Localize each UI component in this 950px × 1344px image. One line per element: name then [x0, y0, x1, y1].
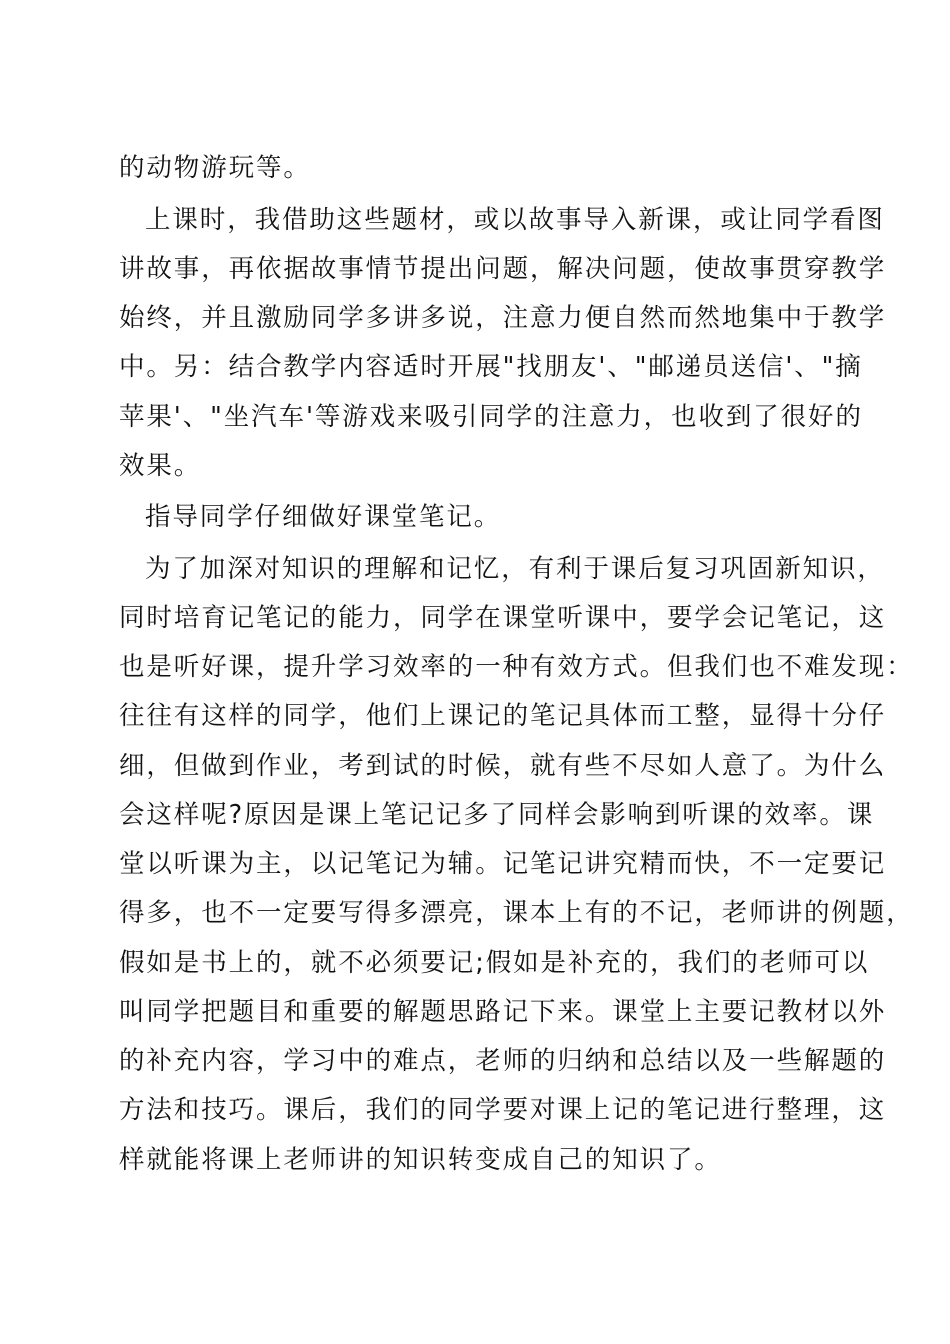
text-line: 中。另：结合教学内容适时开展"找朋友'、"邮递员送信'、"摘 — [119, 352, 863, 382]
text-line: 同时培育记笔记的能力，同学在课堂听课中，要学会记笔记，这 — [119, 603, 887, 633]
text-line: 也是听好课，提升学习效率的一种有效方式。但我们也不难发现： — [119, 652, 914, 682]
paragraph-start-line: 上课时，我借助这些题材，或以故事导入新课，或让同学看图 — [145, 205, 885, 235]
section-heading: 指导同学仔细做好课堂笔记。 — [145, 502, 502, 532]
text-line: 得多，也不一定要写得多漂亮，课本上有的不记，老师讲的例题， — [119, 898, 914, 928]
text-line: 方法和技巧。课后，我们的同学要对课上记的笔记进行整理，这 — [119, 1095, 887, 1125]
text-line: 的动物游玩等。 — [119, 153, 311, 183]
text-line: 效果。 — [119, 451, 202, 481]
text-line: 堂以听课为主，以记笔记为辅。记笔记讲究精而快，不一定要记 — [119, 849, 887, 879]
text-line: 始终，并且激励同学多讲多说，注意力便自然而然地集中于教学 — [119, 303, 887, 333]
text-line: 细，但做到作业，考到试的时候，就有些不尽如人意了。为什么 — [119, 751, 887, 781]
paragraph-start-line: 为了加深对知识的理解和记忆，有利于课后复习巩固新知识， — [145, 554, 885, 584]
text-line: 往往有这样的同学，他们上课记的笔记具体而工整，显得十分仔 — [119, 701, 887, 731]
text-line: 苹果'、"坐汽车'等游戏来吸引同学的注意力，也收到了很好的 — [119, 402, 863, 432]
text-line: 样就能将课上老师讲的知识转变成自己的知识了。 — [119, 1145, 722, 1175]
text-line: 讲故事，再依据故事情节提出问题，解决问题，使故事贯穿教学 — [119, 254, 887, 284]
text-line: 会这样呢?原因是课上笔记记多了同样会影响到听课的效率。课 — [119, 800, 875, 830]
text-line: 假如是书上的，就不必须要记;假如是补充的，我们的老师可以 — [119, 948, 870, 978]
text-line: 的补充内容，学习中的难点，老师的归纳和总结以及一些解题的 — [119, 1046, 887, 1076]
text-line: 叫同学把题目和重要的解题思路记下来。课堂上主要记教材以外 — [119, 997, 887, 1027]
